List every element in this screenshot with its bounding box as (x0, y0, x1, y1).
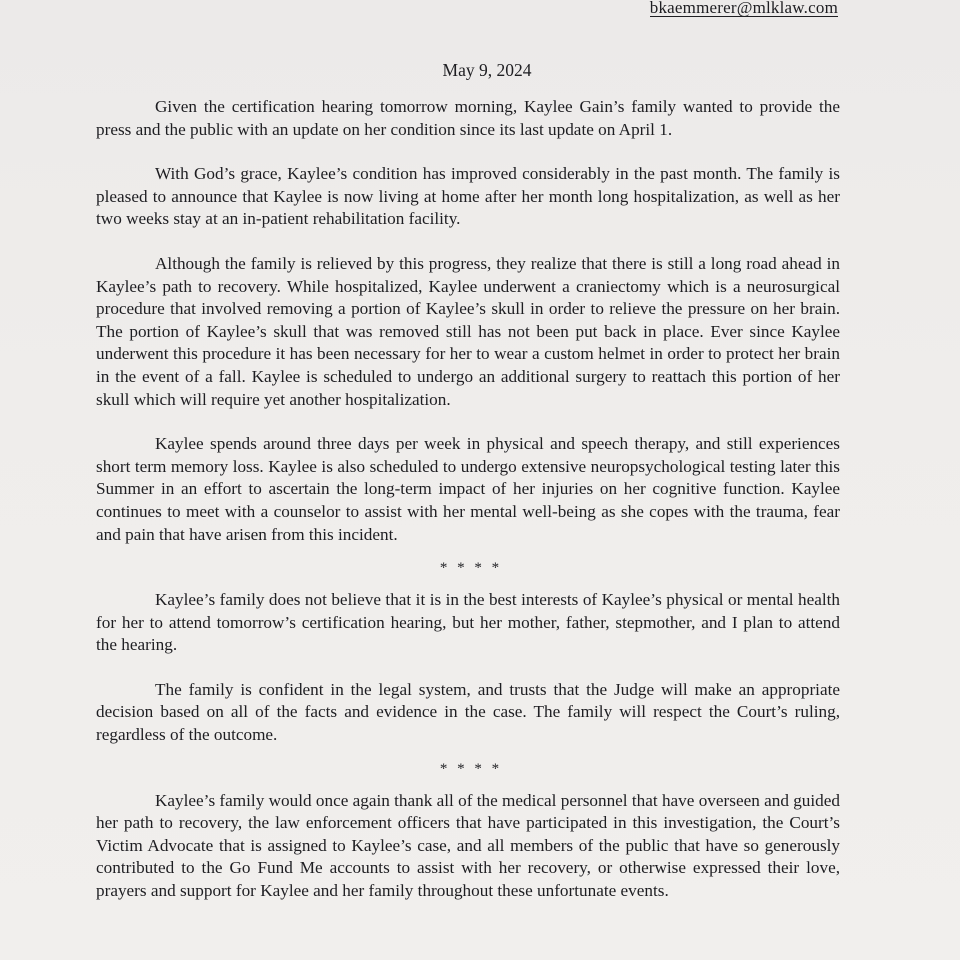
paragraph-legal-system: The family is confident in the legal system, and trusts that the Judge will make an appropriate decision based on all of the facts and evidence in the case. The family will respect the Court’s ruling, regardless of the outcome. (96, 679, 840, 745)
letter-body (96, 96, 840, 925)
section-separator: * * * * (439, 760, 503, 777)
paragraph-update-intro: Given the certification hearing tomorrow morning, Kaylee Gain’s family wanted to provide the press and the public with an update on her condition since its last update on April 1. (96, 97, 840, 139)
paragraph-hearing-attendance: Kaylee’s family does not believe that it is in the best interests of Kaylee’s physical or mental health for her to attend tomorrow’s certification hearing, but her mother, father, stepmother, and I plan to attend the hearing. (96, 590, 840, 655)
paragraph-condition-improved: With God’s grace, Kaylee’s condition has improved considerably in the past month. The family is pleased to announce that Kaylee is now living at home after her month long hospitalization, as well as her two weeks stay at an in-patient rehabilitation facility. (96, 164, 840, 229)
paragraph-long-road-ahead: Although the family is relieved by this progress, they realize that there is still a long road ahead in Kaylee’s path to recovery. While hospitalized, Kaylee underwent a craniectomy which is a neurosurgical procedure that involved removing a portion of Kaylee’s skull in order to relieve the pressure on her brain. The portion of Kaylee’s skull that was removed still has not been put back in place. Ever since Kaylee underwent this procedure it has been necessary for her to wear a custom helmet in order to protect her brain in the event of a fall. Kaylee is scheduled to undergo an additional surgery to reattach this portion of her skull which will require yet another hospitalization. (96, 253, 840, 409)
section-separator: * * * * (439, 560, 503, 577)
paragraph-therapy: Kaylee spends around three days per week in physical and speech therapy, and still experiences short term memory loss. Kaylee is also scheduled to undergo extensive neuropsychological testing later this Summer in an effort to ascertain the long-term impact of her injuries on her cognitive function. Kaylee continues to meet with a counselor to assist with her mental well-being as she copes with the trauma, fear and pain that have arisen from this incident. (96, 434, 840, 544)
paragraph-thanks: Kaylee’s family would once again thank all of the medical personnel that have overseen and guided her path to recovery, the law enforcement officers that have participated in this investigation, the Court’s Victim Advocate that is assigned to Kaylee’s case, and all members of the public that have so generously contributed to the Go Fund Me accounts to assist with her recovery, or otherwise expressed their love, prayers and support for Kaylee and her family throughout these unfortunate events. (96, 790, 840, 901)
sender-email: bkaemmerer@mlklaw.com (649, 0, 838, 17)
letter-date: May 9, 2024 (442, 60, 532, 80)
